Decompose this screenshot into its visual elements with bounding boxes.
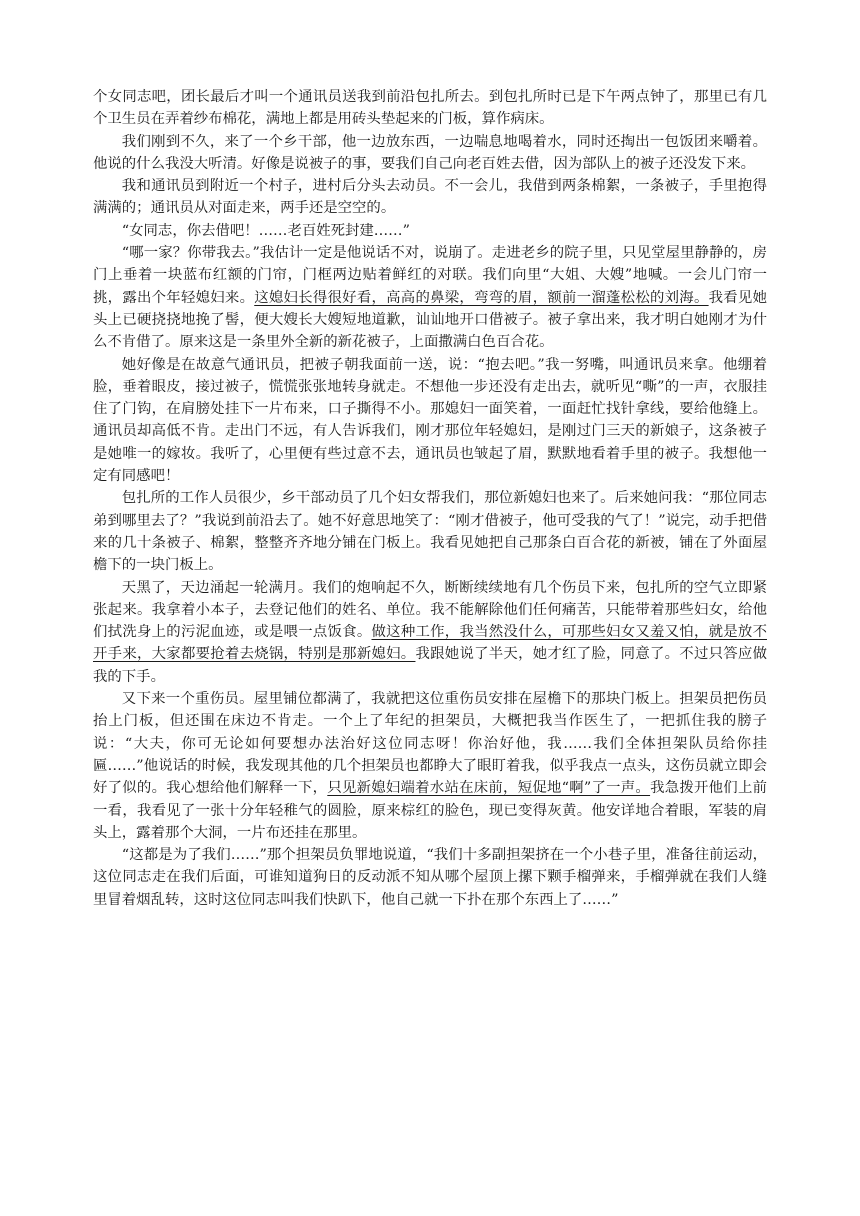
text-segment: 我们刚到不久，来了一个乡干部，他一边放东西，一边喘息地喝着水，同时还掏出一包饭团来嚼着。他说的什么我没大听清。好像是说被子的事，要我们自己向老百姓去借，因为部队上的被子还没发下来。: [93, 133, 767, 172]
text-segment: “女同志，你去借吧！……老百姓死封建……”: [121, 222, 410, 239]
paragraph-p7: [93, 577, 767, 688]
text-segment: 我跟她说了半天，她才红了脸，同意了。不过只答应做我的下手。: [93, 646, 767, 685]
text-segment: 又下来一个重伤员。屋里铺位都满了，我就把这位重伤员安排在屋檐下的那块门板上。担架员把伤员抬上门板，但还围在床边不肯走。一个上了年纪的担架员，大概把我当作医生了，一把抓住我的膀子说：“大夫，你可无论如何要想办法治好这位同志呀！你治好他，我……我们全体担架队员给你挂匾……”他说话的时候，我发现其他的几个担架员也都睁大了眼盯着我，似乎我点一点头，这伤员就立即会好了似的。我心想给他们解释一下，: [93, 691, 767, 797]
underlined-segment: 做这种工作，我当然没什么，可那些妇女又羞又怕，就是放不开手来，大家都要抢着去烧锅，特别是那新媳妇。: [93, 624, 767, 663]
text-segment: “这都是为了我们……”那个担架员负罪地说道，“我们十多副担架挤在一个小巷子里，准备往前运动，这位同志走在我们后面，可谁知道狗日的反动派不知从哪个屋顶上摞下颗手榴弹来，手榴弹就在我们人缝里冒着烟乱转，这时这位同志叫我们快趴下，他自己就一下扑在那个东西上了……”: [93, 847, 767, 908]
underlined-segment: 只见新媳妇端着水站在床前，短促地“啊”了一声。: [327, 780, 651, 797]
text-segment: 个女同志吧，团长最后才叫一个通讯员送我到前沿包扎所去。到包扎所时已是下午两点钟了，那里已有几个卫生员在弄着纱布棉花，满地上都是用砖头垫起来的门板，算作病床。: [93, 89, 767, 128]
paragraph-p4: [93, 242, 767, 353]
paragraph-p5: [93, 354, 767, 488]
text-segment: 她好像是在故意气通讯员，把被子朝我面前一送，说：“抱去吧。”我一努嘴，叫通讯员来拿。他绷着脸，垂着眼皮，接过被子，慌慌张张地转身就走。不想他一步还没有走出去，就听见“嘶”的一声，衣服挂住了门钩，在肩膀处挂下一片布来，口子撕得不小。那媳妇一面笑着，一面赶忙找针拿线，要给他缝上。通讯员却高低不肯。走出门不远，有人告诉我们，刚才那位年轻媳妇，是刚过门三天的新娘子，这条被子是她唯一的嫁妆。我听了，心里便有些过意不去，通讯员也皱起了眉，默默地看着手里的被子。我想他一定有同感吧！: [93, 356, 767, 485]
paragraph-p6: [93, 487, 767, 576]
text-segment: 我和通讯员到附近一个村子，进村后分头去动员。不一会儿，我借到两条棉絮，一条被子，手里抱得满满的；通讯员从对面走来，两手还是空空的。: [93, 178, 767, 217]
paragraph-p9: [93, 844, 767, 911]
paragraph-p8: [93, 688, 767, 844]
paragraph-p0: [93, 86, 767, 131]
underlined-segment: 这媳妇长得很好看，高高的鼻梁，弯弯的眉，额前一溜蓬松松的刘海。: [254, 289, 709, 306]
paragraph-p1: [93, 131, 767, 176]
text-segment: 我看见她头上已硬挠挠地挽了髻，便大嫂长大嫂短地道歉，讪讪地开口借被子。被子拿出来，我才明白她刚才为什么不肯借了。原来这是一条里外全新的新花被子，上面撒满白色百合花。: [93, 289, 767, 351]
paragraph-p3: [93, 220, 767, 242]
text-segment: “哪一家？你带我去。”我估计一定是他说话不对，说崩了。走进老乡的院子里，只见堂屋里静静的，房门上垂着一块蓝布红额的门帘，门框两边贴着鲜红的对联。我们向里“大姐、大嫂”地喊。一会儿门帘一挑，露出个年轻媳妇来。: [93, 245, 767, 306]
text-segment: 包扎所的工作人员很少，乡干部动员了几个妇女帮我们，那位新媳妇也来了。后来她问我：“那位同志弟到哪里去了？”我说到前沿去了。她不好意思地笑了：“刚才借被子，他可受我的气了！”说完，动手把借来的几十条被子、棉絮，整整齐齐地分铺在门板上。我看见她把自己那条白百合花的新被，铺在了外面屋檐下的一块门板上。: [93, 490, 767, 574]
text-segment: 我急拨开他们上前一看，我看见了一张十分年轻稚气的圆脸，原来棕红的脸色，现已变得灰黄。他安详地合着眼，军装的肩头上，露着那个大洞，一片布还挂在那里。: [93, 780, 767, 841]
document-body: [93, 86, 767, 911]
paragraph-p2: [93, 175, 767, 220]
text-segment: 天黑了，天边涌起一轮满月。我们的炮响起不久，断断续续地有几个伤员下来，包扎所的空气立即紧张起来。我拿着小本子，去登记他们的姓名、单位。我不能解除他们任何痛苦，只能带着那些妇女，给他们拭洗身上的污泥血迹，或是喂一点饭食。: [93, 579, 767, 641]
